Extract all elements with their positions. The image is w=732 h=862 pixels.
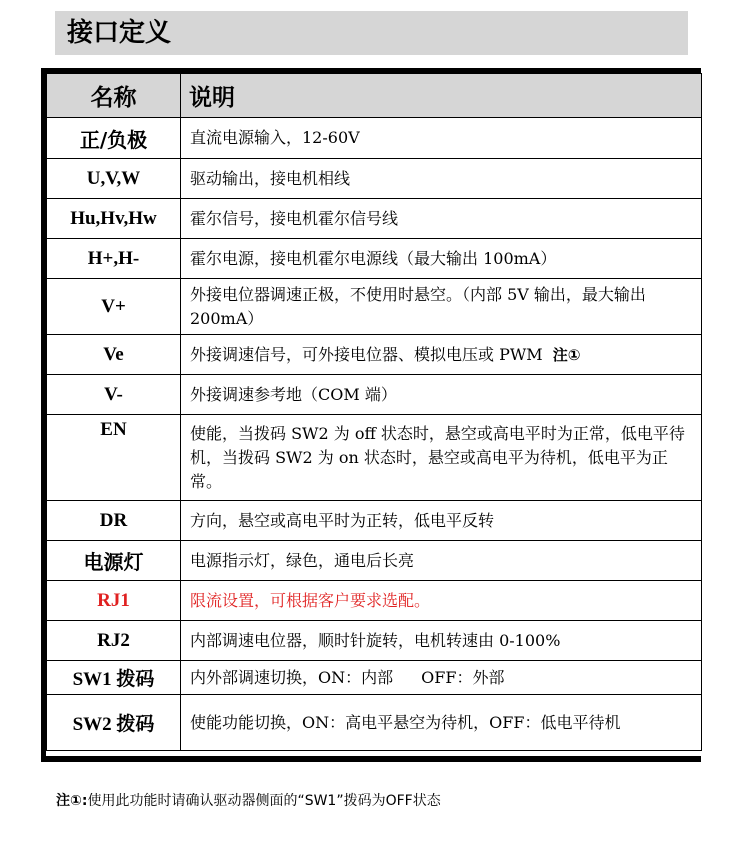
row-name: RJ2 xyxy=(47,621,181,661)
row-desc: 使能，当拨码 SW2 为 off 状态时，悬空或高电平时为正常，低电平待机，当拨码 SW2 为 on 状态时，悬空或高电平为待机，低电平为正常。 xyxy=(181,415,702,501)
interface-table xyxy=(46,73,702,751)
row-desc: 内部调速电位器，顺时针旋转，电机转速由 0-100% xyxy=(181,621,702,661)
table-row xyxy=(47,415,702,501)
row-desc-part-a: 内外部调速切换，ON：内部 xyxy=(190,667,394,687)
section-title: 接口定义 xyxy=(55,11,688,55)
row-desc-text: 外接调速信号，可外接电位器、模拟电压或 PWM xyxy=(190,344,543,364)
header-name: 名称 xyxy=(47,74,181,118)
row-name: SW1 拨码 xyxy=(47,661,181,695)
row-desc: 驱动输出，接电机相线 xyxy=(181,159,702,199)
row-name: RJ1 xyxy=(47,581,181,621)
row-desc: 方向，悬空或高电平时为正转，低电平反转 xyxy=(181,501,702,541)
row-name: SW2 拨码 xyxy=(47,695,181,751)
row-desc-part-b: OFF：外部 xyxy=(421,667,505,687)
row-desc: 外接电位器调速正极，不使用时悬空。（内部 5V 输出，最大输出 200mA） xyxy=(181,279,702,335)
footnote xyxy=(56,790,441,810)
table-row xyxy=(47,581,702,621)
row-desc: 使能功能切换，ON：高电平悬空为待机，OFF：低电平待机 xyxy=(181,695,702,751)
footnote-label: 注①: xyxy=(56,793,88,809)
table-row xyxy=(47,199,702,239)
row-name: Ve xyxy=(47,335,181,375)
row-desc: 限流设置，可根据客户要求选配。 xyxy=(181,581,702,621)
footnote-text: 使用此功能时请确认驱动器侧面的“SW1”拨码为OFF状态 xyxy=(87,793,441,809)
table-row xyxy=(47,695,702,751)
table-row xyxy=(47,335,702,375)
table-header-row xyxy=(47,74,702,118)
table-row xyxy=(47,621,702,661)
table-row xyxy=(47,159,702,199)
row-name: 正/负极 xyxy=(47,118,181,159)
table-row xyxy=(47,239,702,279)
row-desc xyxy=(181,335,702,375)
table-row xyxy=(47,279,702,335)
table-row xyxy=(47,375,702,415)
row-name: EN xyxy=(47,415,181,501)
table-row xyxy=(47,501,702,541)
row-name: U,V,W xyxy=(47,159,181,199)
row-desc: 直流电源输入，12-60V xyxy=(181,118,702,159)
row-desc: 霍尔电源，接电机霍尔电源线（最大输出 100mA） xyxy=(181,239,702,279)
row-name: Hu,Hv,Hw xyxy=(47,199,181,239)
table-row xyxy=(47,118,702,159)
row-name: DR xyxy=(47,501,181,541)
row-name: 电源灯 xyxy=(47,541,181,581)
row-desc: 外接调速参考地（COM 端） xyxy=(181,375,702,415)
row-desc: 霍尔信号，接电机霍尔信号线 xyxy=(181,199,702,239)
row-desc: 电源指示灯，绿色，通电后长亮 xyxy=(181,541,702,581)
row-name: V- xyxy=(47,375,181,415)
row-desc xyxy=(181,661,702,695)
note-ref: 注① xyxy=(552,345,581,364)
header-desc: 说明 xyxy=(181,74,702,118)
table-row xyxy=(47,661,702,695)
table-row xyxy=(47,541,702,581)
row-name: V+ xyxy=(47,279,181,335)
interface-table-frame xyxy=(41,68,701,762)
row-name: H+,H- xyxy=(47,239,181,279)
